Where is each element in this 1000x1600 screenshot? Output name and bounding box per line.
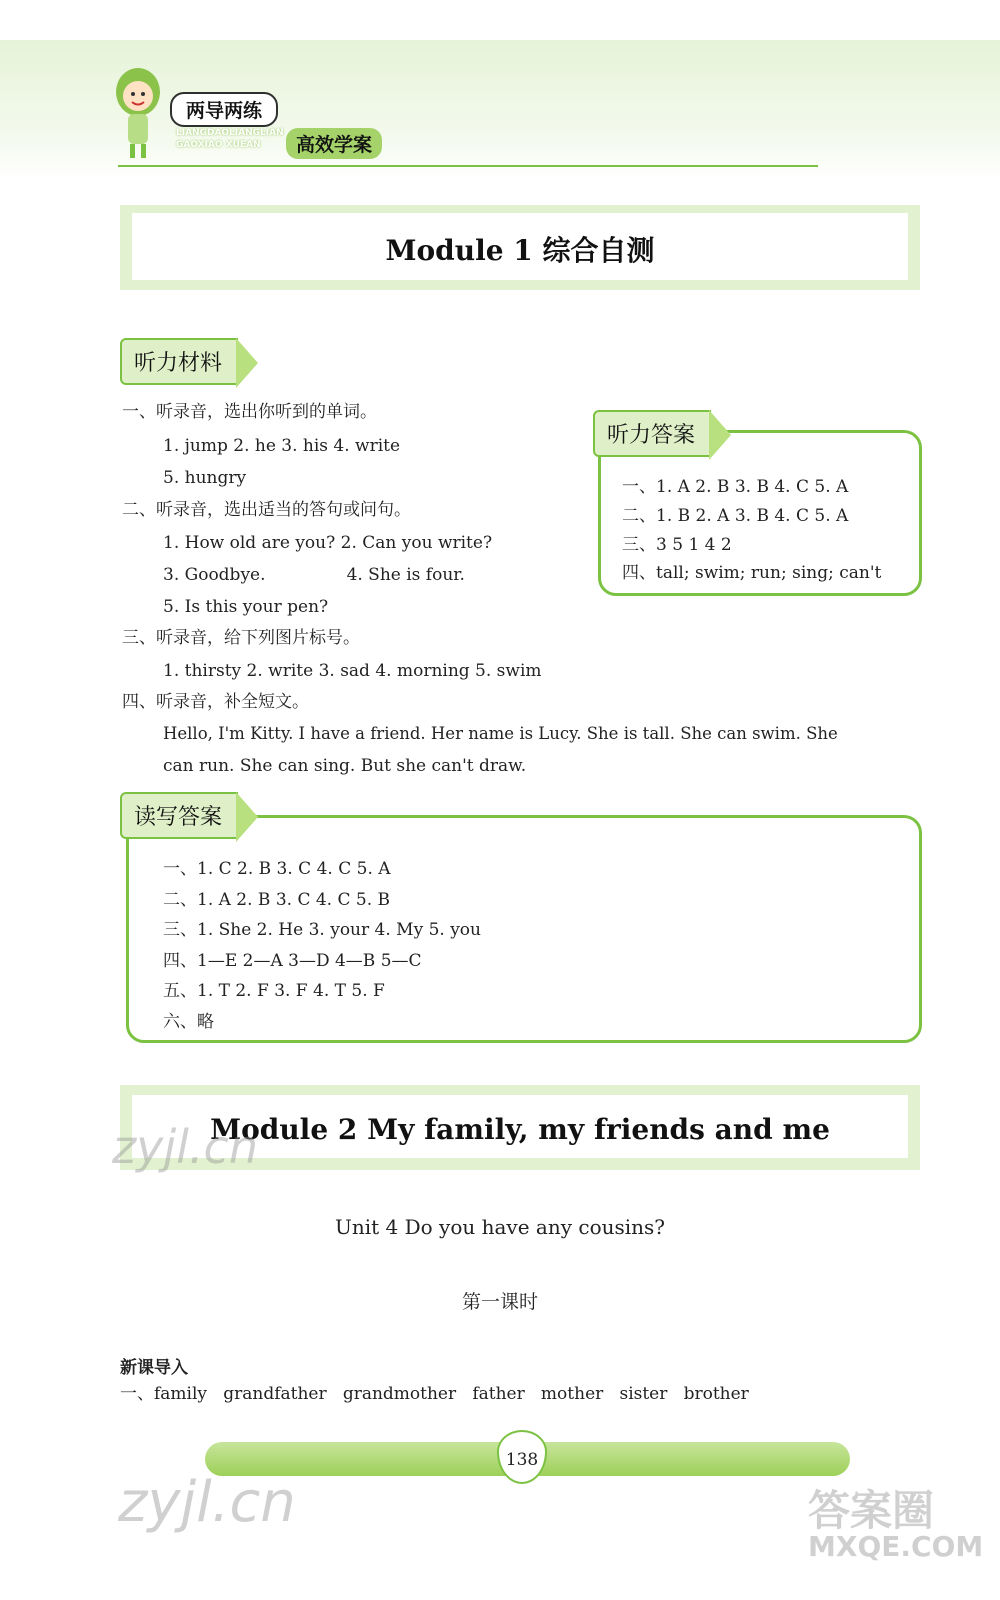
- rw-answer-line: 一、1. C 2. B 3. C 4. C 5. A: [163, 859, 391, 879]
- module1-banner: [120, 205, 920, 290]
- listening-answers-label: 听力答案: [593, 410, 711, 457]
- watermark: MXQE.COM: [808, 1530, 984, 1563]
- rw-answer-line: 六、略: [163, 1012, 214, 1032]
- module1-title: Module 1 综合自测: [385, 234, 655, 267]
- watermark: zyjl.cn: [112, 1120, 258, 1174]
- listening-line: 1. thirsty 2. write 3. sad 4. morning 5. swim: [163, 661, 542, 681]
- listening-material-label: 听力材料: [120, 338, 238, 385]
- listening-answer-line: 四、tall; swim; run; sing; can't: [622, 563, 882, 583]
- intro-line: 一、family grandfather grandmother father mother sister brother: [120, 1384, 749, 1404]
- listening-line: Hello, I'm Kitty. I have a friend. Her name is Lucy. She is tall. She can swim. She: [163, 724, 838, 743]
- brand-pinyin: [176, 127, 284, 151]
- listening-answer-line: 二、1. B 2. A 3. B 4. C 5. A: [622, 506, 849, 526]
- listening-line: can run. She can sing. But she can't draw.: [163, 756, 527, 776]
- intro-heading: 新课导入: [120, 1358, 188, 1378]
- brand-title-bottom: 高效学案: [286, 128, 382, 159]
- rw-answers-label: 读写答案: [120, 792, 238, 839]
- listening-line: 5. hungry: [163, 468, 247, 488]
- rw-answer-line: 二、1. A 2. B 3. C 4. C 5. B: [163, 890, 391, 910]
- listening-line: 3. Goodbye. 4. She is four.: [163, 565, 465, 585]
- listening-line: 四、听录音，补全短文。: [122, 692, 309, 712]
- rw-answer-line: 四、1—E 2—A 3—D 4—B 5—C: [163, 951, 422, 971]
- watermark: 答案圈: [808, 1486, 935, 1535]
- listening-line: 1. jump 2. he 3. his 4. write: [163, 436, 401, 456]
- brand-pinyin-line2: GAOXIAO XUEAN: [176, 140, 261, 150]
- listening-line: 5. Is this your pen?: [163, 597, 329, 617]
- brand-title-top: 两导两练: [170, 92, 278, 127]
- lesson-title: 第一课时: [461, 1291, 538, 1313]
- listening-line: 二、听录音，选出适当的答句或问句。: [122, 500, 411, 520]
- listening-answer-line: 三、3 5 1 4 2: [622, 535, 732, 555]
- listening-line: 三、听录音，给下列图片标号。: [122, 628, 360, 648]
- listening-line: 一、听录音，选出你听到的单词。: [122, 402, 377, 422]
- brand-pinyin-line1: LIANGDAOLIANGLIAN: [176, 128, 284, 138]
- listening-line: 1. How old are you? 2. Can you write?: [163, 533, 493, 553]
- unit-title: Unit 4 Do you have any cousins?: [334, 1215, 666, 1239]
- header-divider: [118, 165, 818, 167]
- listening-answer-line: 一、1. A 2. B 3. B 4. C 5. A: [622, 477, 849, 497]
- module2-title: Module 2 My family, my friends and me: [210, 1113, 830, 1146]
- watermark: zyjl.cn: [118, 1470, 296, 1535]
- rw-answer-line: 三、1. She 2. He 3. your 4. My 5. you: [163, 920, 481, 940]
- rw-answer-line: 五、1. T 2. F 3. F 4. T 5. F: [163, 981, 385, 1001]
- page-number: 138: [505, 1450, 539, 1470]
- mascot-girl-icon: [108, 62, 170, 162]
